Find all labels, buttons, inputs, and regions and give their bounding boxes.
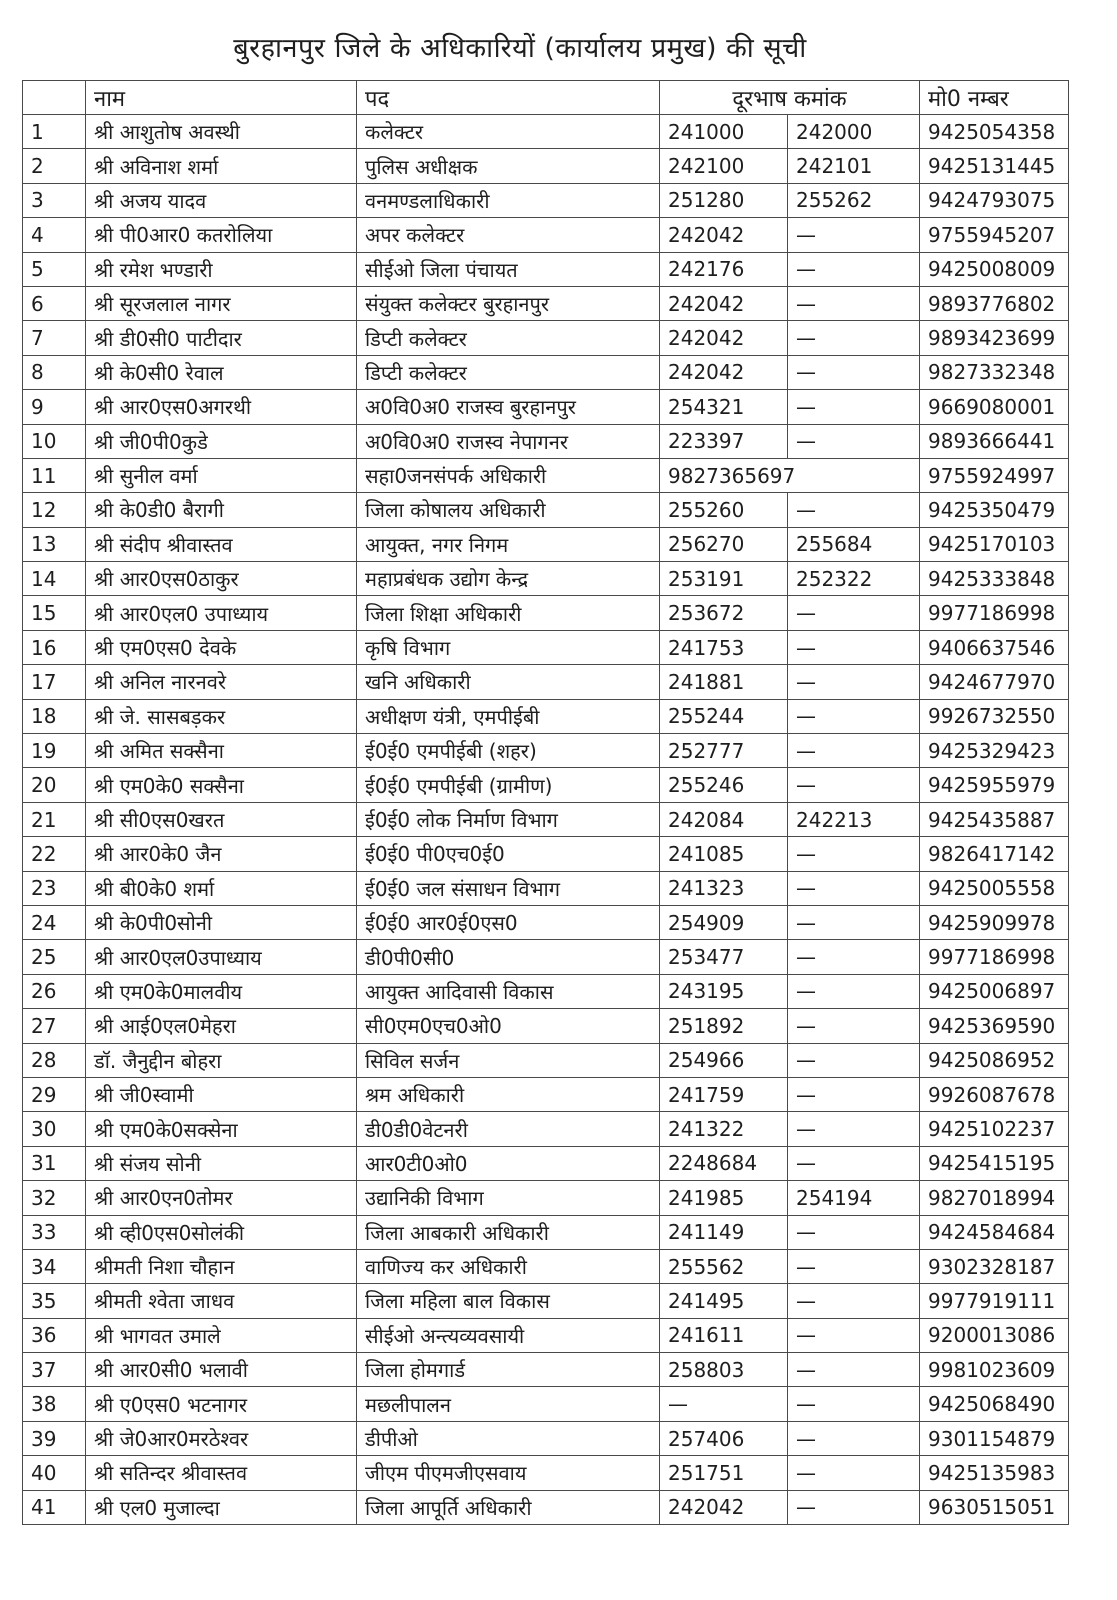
table-row [23, 1009, 1069, 1043]
row-number: 7 [23, 321, 86, 355]
phone-2: — [788, 1112, 920, 1146]
table-row [23, 1181, 1069, 1215]
officer-name: श्री जे. सासबड़कर [86, 699, 357, 733]
mobile-number: 9302328187 [920, 1249, 1069, 1283]
phone-2: — [788, 665, 920, 699]
row-number: 17 [23, 665, 86, 699]
phone-1: 241322 [660, 1112, 788, 1146]
phone-1: 241323 [660, 871, 788, 905]
phone-2: — [788, 321, 920, 355]
table-row [23, 562, 1069, 596]
officer-post: उद्यानिकी विभाग [357, 1181, 660, 1215]
mobile-number: 9425008009 [920, 252, 1069, 286]
row-number: 26 [23, 974, 86, 1008]
officer-post: अ0वि0अ0 राजस्व बुरहानपुर [357, 390, 660, 424]
phone-1: 252777 [660, 734, 788, 768]
table-row [23, 355, 1069, 389]
officer-post: आयुक्त आदिवासी विकास [357, 974, 660, 1008]
officer-name: श्री एल0 मुजाल्दा [86, 1490, 357, 1524]
phone-2: — [788, 493, 920, 527]
mobile-number: 9425170103 [920, 527, 1069, 561]
phone-1: 2248684 [660, 1146, 788, 1180]
phone-2: — [788, 1077, 920, 1111]
row-number: 2 [23, 149, 86, 183]
officer-post: सीईओ जिला पंचायत [357, 252, 660, 286]
table-row [23, 286, 1069, 320]
table-header-row [23, 81, 1069, 115]
phone-1: 242042 [660, 355, 788, 389]
row-number: 25 [23, 940, 86, 974]
row-number: 30 [23, 1112, 86, 1146]
officer-post: ई0ई0 एमपीईबी (ग्रामीण) [357, 768, 660, 802]
table-row [23, 1353, 1069, 1387]
officer-name: श्री जे0आर0मरठेश्वर [86, 1421, 357, 1455]
officer-name: श्री के0डी0 बैरागी [86, 493, 357, 527]
officer-post: वनमण्डलाधिकारी [357, 183, 660, 217]
row-number: 6 [23, 286, 86, 320]
header-phone: दूरभाष कमांक [660, 81, 920, 115]
mobile-number: 9669080001 [920, 390, 1069, 424]
officer-name: श्री आर0एन0तोमर [86, 1181, 357, 1215]
officer-post: ई0ई0 लोक निर्माण विभाग [357, 802, 660, 836]
row-number: 38 [23, 1387, 86, 1421]
officer-post: ई0ई0 पी0एच0ई0 [357, 837, 660, 871]
phone-2: 242101 [788, 149, 920, 183]
mobile-number: 9425006897 [920, 974, 1069, 1008]
row-number: 27 [23, 1009, 86, 1043]
phone-1: 242042 [660, 321, 788, 355]
mobile-number: 9425086952 [920, 1043, 1069, 1077]
officer-name: श्री आशुतोष अवस्थी [86, 115, 357, 149]
phone-1: 241985 [660, 1181, 788, 1215]
table-row [23, 734, 1069, 768]
phone-2: — [788, 390, 920, 424]
phone-1: 9827365697 [660, 458, 920, 492]
officer-name: श्री एम0के0मालवीय [86, 974, 357, 1008]
table-row [23, 252, 1069, 286]
phone-1: 251280 [660, 183, 788, 217]
officer-post: वाणिज्य कर अधिकारी [357, 1249, 660, 1283]
row-number: 23 [23, 871, 86, 905]
phone-1: 256270 [660, 527, 788, 561]
header-sno [23, 81, 86, 115]
officer-name: श्री सी0एस0खरत [86, 802, 357, 836]
row-number: 41 [23, 1490, 86, 1524]
officer-name: श्री एम0के0सक्सेना [86, 1112, 357, 1146]
header-name: नाम [86, 81, 357, 115]
phone-1: 242176 [660, 252, 788, 286]
officer-post: संयुक्त कलेक्टर बुरहानपुर [357, 286, 660, 320]
phone-1: — [660, 1387, 788, 1421]
mobile-number: 9424677970 [920, 665, 1069, 699]
phone-2: — [788, 1318, 920, 1352]
phone-2: — [788, 1456, 920, 1490]
officer-name: श्री अनिल नारनवरे [86, 665, 357, 699]
phone-1: 241753 [660, 630, 788, 664]
officer-post: जिला कोषालय अधिकारी [357, 493, 660, 527]
phone-2: — [788, 940, 920, 974]
phone-1: 254321 [660, 390, 788, 424]
mobile-number: 9425054358 [920, 115, 1069, 149]
mobile-number: 9425955979 [920, 768, 1069, 802]
mobile-number: 9425350479 [920, 493, 1069, 527]
phone-1: 253477 [660, 940, 788, 974]
officer-post: पुलिस अधीक्षक [357, 149, 660, 183]
officer-name: श्री सतिन्दर श्रीवास्तव [86, 1456, 357, 1490]
officer-name: श्री के0पी0सोनी [86, 905, 357, 939]
phone-1: 253672 [660, 596, 788, 630]
table-row [23, 321, 1069, 355]
mobile-number: 9301154879 [920, 1421, 1069, 1455]
officer-post: डी0पी0सी0 [357, 940, 660, 974]
table-row [23, 1421, 1069, 1455]
officer-post: श्रम अधिकारी [357, 1077, 660, 1111]
table-row [23, 1284, 1069, 1318]
table-row [23, 1387, 1069, 1421]
phone-1: 253191 [660, 562, 788, 596]
officer-name: श्री एम0एस0 देवके [86, 630, 357, 664]
officer-post: कृषि विभाग [357, 630, 660, 664]
officer-name: श्री अविनाश शर्मा [86, 149, 357, 183]
row-number: 18 [23, 699, 86, 733]
row-number: 10 [23, 424, 86, 458]
table-row [23, 493, 1069, 527]
row-number: 37 [23, 1353, 86, 1387]
mobile-number: 9893776802 [920, 286, 1069, 320]
mobile-number: 9977186998 [920, 596, 1069, 630]
mobile-number: 9424793075 [920, 183, 1069, 217]
mobile-number: 9755924997 [920, 458, 1069, 492]
mobile-number: 9827332348 [920, 355, 1069, 389]
officer-name: श्री डी0सी0 पाटीदार [86, 321, 357, 355]
mobile-number: 9425329423 [920, 734, 1069, 768]
row-number: 22 [23, 837, 86, 871]
officer-name: श्री ए0एस0 भटनागर [86, 1387, 357, 1421]
officer-post: सहा0जनसंपर्क अधिकारी [357, 458, 660, 492]
table-row [23, 802, 1069, 836]
phone-2: — [788, 768, 920, 802]
header-post: पद [357, 81, 660, 115]
phone-2: — [788, 1146, 920, 1180]
phone-1: 242042 [660, 1490, 788, 1524]
phone-2: — [788, 1009, 920, 1043]
phone-2: 254194 [788, 1181, 920, 1215]
officer-post: जिला होमगार्ड [357, 1353, 660, 1387]
officer-post: डीपीओ [357, 1421, 660, 1455]
officer-name: श्री रमेश भण्डारी [86, 252, 357, 286]
phone-2: — [788, 1353, 920, 1387]
table-row [23, 1249, 1069, 1283]
officer-name: श्री जी0स्वामी [86, 1077, 357, 1111]
officer-post: मछलीपालन [357, 1387, 660, 1421]
phone-2: — [788, 1387, 920, 1421]
phone-1: 254966 [660, 1043, 788, 1077]
phone-2: — [788, 974, 920, 1008]
table-row [23, 974, 1069, 1008]
mobile-number: 9425333848 [920, 562, 1069, 596]
officer-name: श्रीमती निशा चौहान [86, 1249, 357, 1283]
mobile-number: 9926087678 [920, 1077, 1069, 1111]
table-row [23, 1077, 1069, 1111]
mobile-number: 9977186998 [920, 940, 1069, 974]
phone-2: 255262 [788, 183, 920, 217]
row-number: 8 [23, 355, 86, 389]
officer-post: सीईओ अन्त्यव्यवसायी [357, 1318, 660, 1352]
table-row [23, 630, 1069, 664]
officer-post: खनि अधिकारी [357, 665, 660, 699]
mobile-number: 9425415195 [920, 1146, 1069, 1180]
officer-post: अ0वि0अ0 राजस्व नेपागनर [357, 424, 660, 458]
phone-1: 251751 [660, 1456, 788, 1490]
mobile-number: 9827018994 [920, 1181, 1069, 1215]
table-row [23, 1215, 1069, 1249]
row-number: 11 [23, 458, 86, 492]
mobile-number: 9893666441 [920, 424, 1069, 458]
officer-name: श्री आर0के0 जैन [86, 837, 357, 871]
phone-1: 241759 [660, 1077, 788, 1111]
phone-2: — [788, 905, 920, 939]
row-number: 34 [23, 1249, 86, 1283]
mobile-number: 9755945207 [920, 218, 1069, 252]
officer-post: जिला महिला बाल विकास [357, 1284, 660, 1318]
table-row [23, 458, 1069, 492]
phone-2: — [788, 734, 920, 768]
mobile-number: 9406637546 [920, 630, 1069, 664]
officer-name: श्री एम0के0 सक्सैना [86, 768, 357, 802]
phone-1: 223397 [660, 424, 788, 458]
officer-post: डिप्टी कलेक्टर [357, 321, 660, 355]
phone-2: — [788, 1284, 920, 1318]
officer-post: अपर कलेक्टर [357, 218, 660, 252]
mobile-number: 9893423699 [920, 321, 1069, 355]
mobile-number: 9981023609 [920, 1353, 1069, 1387]
table-row [23, 115, 1069, 149]
row-number: 21 [23, 802, 86, 836]
officer-name: श्री संदीप श्रीवास्तव [86, 527, 357, 561]
phone-1: 255246 [660, 768, 788, 802]
phone-2: — [788, 1215, 920, 1249]
table-row [23, 871, 1069, 905]
officer-post: डी0डी0वेटनरी [357, 1112, 660, 1146]
table-body [23, 115, 1069, 1525]
officer-post: आर0टी0ओ0 [357, 1146, 660, 1180]
table-row [23, 837, 1069, 871]
phone-2: — [788, 1043, 920, 1077]
officer-name: श्री आर0एल0उपाध्याय [86, 940, 357, 974]
mobile-number: 9977919111 [920, 1284, 1069, 1318]
phone-2: — [788, 871, 920, 905]
phone-2: — [788, 355, 920, 389]
phone-1: 242084 [660, 802, 788, 836]
phone-1: 242042 [660, 286, 788, 320]
row-number: 9 [23, 390, 86, 424]
phone-1: 241881 [660, 665, 788, 699]
phone-2: — [788, 837, 920, 871]
mobile-number: 9425909978 [920, 905, 1069, 939]
row-number: 14 [23, 562, 86, 596]
table-row [23, 905, 1069, 939]
officer-name: श्री सुनील वर्मा [86, 458, 357, 492]
phone-1: 255260 [660, 493, 788, 527]
phone-1: 251892 [660, 1009, 788, 1043]
officer-post: महाप्रबंधक उद्योग केन्द्र [357, 562, 660, 596]
officer-name: श्रीमती श्वेता जाधव [86, 1284, 357, 1318]
phone-1: 257406 [660, 1421, 788, 1455]
officer-name: श्री अमित सक्सैना [86, 734, 357, 768]
phone-2: 242000 [788, 115, 920, 149]
officer-name: श्री सूरजलाल नागर [86, 286, 357, 320]
phone-1: 242042 [660, 218, 788, 252]
phone-2: — [788, 1421, 920, 1455]
page-title: बुरहानपुर जिले के अधिकारियों (कार्यालय प्रमुख) की सूची [233, 33, 807, 64]
officer-name: श्री जी0पी0कुडे [86, 424, 357, 458]
officer-post: सिविल सर्जन [357, 1043, 660, 1077]
table-row [23, 527, 1069, 561]
officer-name: श्री के0सी0 रेवाल [86, 355, 357, 389]
row-number: 20 [23, 768, 86, 802]
officer-post: जिला शिक्षा अधिकारी [357, 596, 660, 630]
phone-1: 241000 [660, 115, 788, 149]
mobile-number: 9425369590 [920, 1009, 1069, 1043]
table-row [23, 1456, 1069, 1490]
officer-name: श्री पी0आर0 कतरोलिया [86, 218, 357, 252]
officer-post: आयुक्त, नगर निगम [357, 527, 660, 561]
row-number: 32 [23, 1181, 86, 1215]
officers-table [22, 80, 1069, 1525]
mobile-number: 9425005558 [920, 871, 1069, 905]
table-row [23, 665, 1069, 699]
header-mobile: मो0 नम्बर [920, 81, 1069, 115]
phone-1: 241149 [660, 1215, 788, 1249]
officer-name: श्री आर0एस0ठाकुर [86, 562, 357, 596]
table-row [23, 768, 1069, 802]
officer-name: श्री आर0एल0 उपाध्याय [86, 596, 357, 630]
table-row [23, 1318, 1069, 1352]
officer-name: श्री आई0एल0मेहरा [86, 1009, 357, 1043]
phone-2: — [788, 1249, 920, 1283]
row-number: 28 [23, 1043, 86, 1077]
officer-post: ई0ई0 एमपीईबी (शहर) [357, 734, 660, 768]
phone-1: 242100 [660, 149, 788, 183]
officer-name: श्री आर0एस0अगरथी [86, 390, 357, 424]
officer-post: सी0एम0एच0ओ0 [357, 1009, 660, 1043]
phone-2: — [788, 699, 920, 733]
phone-2: 255684 [788, 527, 920, 561]
phone-2: — [788, 252, 920, 286]
row-number: 29 [23, 1077, 86, 1111]
officer-name: श्री व्ही0एस0सोलंकी [86, 1215, 357, 1249]
officer-name: श्री बी0के0 शर्मा [86, 871, 357, 905]
phone-1: 241085 [660, 837, 788, 871]
row-number: 19 [23, 734, 86, 768]
officer-name: डॉ. जैनुद्दीन बोहरा [86, 1043, 357, 1077]
mobile-number: 9630515051 [920, 1490, 1069, 1524]
officer-post: डिप्टी कलेक्टर [357, 355, 660, 389]
phone-1: 241611 [660, 1318, 788, 1352]
mobile-number: 9425102237 [920, 1112, 1069, 1146]
phone-2: 252322 [788, 562, 920, 596]
row-number: 3 [23, 183, 86, 217]
row-number: 5 [23, 252, 86, 286]
mobile-number: 9425135983 [920, 1456, 1069, 1490]
table-row [23, 1146, 1069, 1180]
row-number: 24 [23, 905, 86, 939]
table-row [23, 218, 1069, 252]
mobile-number: 9200013086 [920, 1318, 1069, 1352]
table-row [23, 699, 1069, 733]
row-number: 36 [23, 1318, 86, 1352]
row-number: 4 [23, 218, 86, 252]
phone-2: — [788, 1490, 920, 1524]
mobile-number: 9425131445 [920, 149, 1069, 183]
phone-2: — [788, 424, 920, 458]
table-row [23, 940, 1069, 974]
phone-1: 255244 [660, 699, 788, 733]
officer-post: कलेक्टर [357, 115, 660, 149]
row-number: 1 [23, 115, 86, 149]
mobile-number: 9425068490 [920, 1387, 1069, 1421]
phone-2: 242213 [788, 802, 920, 836]
phone-1: 243195 [660, 974, 788, 1008]
row-number: 16 [23, 630, 86, 664]
phone-1: 255562 [660, 1249, 788, 1283]
officer-name: श्री भागवत उमाले [86, 1318, 357, 1352]
row-number: 39 [23, 1421, 86, 1455]
table-row [23, 1490, 1069, 1524]
table-row [23, 596, 1069, 630]
table-row [23, 390, 1069, 424]
officer-name: श्री संजय सोनी [86, 1146, 357, 1180]
mobile-number: 9826417142 [920, 837, 1069, 871]
officer-post: जिला आबकारी अधिकारी [357, 1215, 660, 1249]
phone-2: — [788, 630, 920, 664]
table-row [23, 424, 1069, 458]
officer-post: ई0ई0 जल संसाधन विभाग [357, 871, 660, 905]
table-row [23, 1043, 1069, 1077]
table-row [23, 149, 1069, 183]
row-number: 13 [23, 527, 86, 561]
row-number: 33 [23, 1215, 86, 1249]
row-number: 40 [23, 1456, 86, 1490]
phone-1: 254909 [660, 905, 788, 939]
table-row [23, 183, 1069, 217]
mobile-number: 9926732550 [920, 699, 1069, 733]
officer-post: ई0ई0 आर0ई0एस0 [357, 905, 660, 939]
table-row [23, 1112, 1069, 1146]
row-number: 31 [23, 1146, 86, 1180]
officer-post: जिला आपूर्ति अधिकारी [357, 1490, 660, 1524]
officer-name: श्री अजय यादव [86, 183, 357, 217]
phone-1: 258803 [660, 1353, 788, 1387]
phone-1: 241495 [660, 1284, 788, 1318]
officer-post: अधीक्षण यंत्री, एमपीईबी [357, 699, 660, 733]
phone-2: — [788, 596, 920, 630]
officer-post: जीएम पीएमजीएसवाय [357, 1456, 660, 1490]
row-number: 15 [23, 596, 86, 630]
phone-2: — [788, 218, 920, 252]
officer-name: श्री आर0सी0 भलावी [86, 1353, 357, 1387]
mobile-number: 9424584684 [920, 1215, 1069, 1249]
row-number: 35 [23, 1284, 86, 1318]
mobile-number: 9425435887 [920, 802, 1069, 836]
phone-2: — [788, 286, 920, 320]
row-number: 12 [23, 493, 86, 527]
